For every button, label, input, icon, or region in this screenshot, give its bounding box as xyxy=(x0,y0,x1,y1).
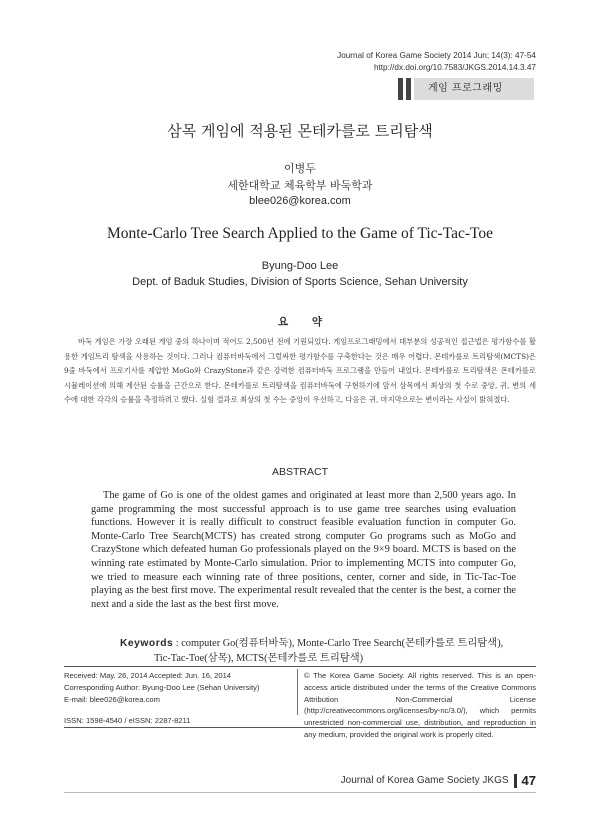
corresponding-author: Corresponding Author: Byung-Doo Lee (Sehan University) xyxy=(64,682,260,692)
column-divider xyxy=(297,669,298,715)
abstract-korean-body: 바둑 게임은 가장 오래된 게임 중의 하나이며 적어도 2,500년 전에 기원되었다. 게임프로그래밍에서 대부분의 성공적인 접근법은 평가함수를 활용한 게임트리 탐색을 사용하는 것이다. 그러나 컴퓨터바둑에서 그럴싸한 평가함수를 구축한다는 것은 매우 어렵다. 몬테카를로 트리탐색(MCTS)은 9줄 바둑에서 프로기사를 제압한 MoGo와 CrazyStone과 같은 강력한 컴퓨터바둑 프로그램을 만들어 내었다. 몬테카를로 트리탐색은 몬테카를로 시뮬레이션에 의해 계산된 승률을 근간으로 한다. 몬테카를로 트리탐색을 컴퓨터바둑에 구현하기에 앞서 삼목에서 최상의 첫 수로 중앙, 귀, 변의 세 수에 대한 각각의 승률을 측정하려고 했다. 실험 결과로 최상의 첫 수는 중앙이 우선하고, 다음은 귀, 마지막으로는 변이라는 사실이 밝혀졌다. xyxy=(64,337,536,404)
license-notice: © The Korea Game Society. All rights reserved. This is an open-access article distributed under the terms of the Creative Commons Attribution Non-Commercial License (http://creativecommons.org/licenses/by-nc/3.0/), which permits unrestricted non-commercial use, distribution, and reproduction in any medium, provided the original work is properly cited. xyxy=(304,671,536,739)
article-info xyxy=(64,670,290,705)
keywords-line: : computer Go(컴퓨터바둑), Monte-Carlo Tree Search(몬테카를로 트리탐색), xyxy=(175,638,504,649)
keywords-line: Tic-Tac-Toe(삼목), MCTS(몬테카를로 트리탐색) xyxy=(154,652,364,664)
affiliation-english: Dept. of Baduk Studies, Division of Sports Science, Sehan University xyxy=(132,276,468,288)
footer-separator xyxy=(514,774,517,788)
abstract-english-heading: ABSTRACT xyxy=(271,466,328,478)
abstract-korean-heading: 요 약 xyxy=(278,316,332,328)
page-footer xyxy=(341,773,536,788)
divider xyxy=(64,727,536,728)
issn: ISSN: 1598-4540 / eISSN: 2287-8211 xyxy=(64,716,191,725)
journal-citation-line: Journal of Korea Game Society 2014 Jun; 14(3): 47-54 xyxy=(337,51,536,60)
title-english: Monte-Carlo Tree Search Applied to the Game of Tic-Tac-Toe xyxy=(106,225,494,242)
section-tag-bar xyxy=(406,78,411,100)
divider xyxy=(64,666,536,667)
abstract-english-body: The game of Go is one of the oldest games and originated at least more than 2,500 years ago. In game programming the most successful approach is to use game tree searches using evaluation functions. However it is really difficult to construct feasible evaluation function in computer Go. Monte-Carlo Tree Search(MCTS) has created strong computer Go programs such as MoGo and CrazyStone which defeated human Go professionals played on the 9×9 board. MCTS is based on the winning rate estimated by Monte-Carlo simulation. Prior to implementing MCTS into computer Go, we tried to measure each winning rate of three positions, center, corner and side, in Tic-Tac-Toe playing as the best first move. The experimental result revealed that the center is the best, a corner the next and a side the last as the best first move. xyxy=(91,490,516,610)
received-dates: Received: May. 26, 2014 Accepted: Jun. 16, 2014 xyxy=(64,671,232,680)
author-korean: 이병두 xyxy=(284,162,316,175)
journal-citation xyxy=(337,50,536,74)
section-tag-bar xyxy=(398,78,403,100)
section-tag xyxy=(398,78,534,100)
page-number: 47 xyxy=(521,773,536,788)
author-email[interactable]: blee026@korea.com xyxy=(249,195,351,207)
keywords xyxy=(120,637,540,666)
doi-link[interactable]: http://dx.doi.org/10.7583/JKGS.2014.14.3.47 xyxy=(373,63,536,72)
section-tag-label: 게임 프로그래밍 xyxy=(414,78,534,100)
footer-journal-name: Journal of Korea Game Society JKGS xyxy=(340,775,509,786)
corresponding-email[interactable]: E-mail: blee026@korea.com xyxy=(64,694,160,704)
author-english: Byung-Doo Lee xyxy=(261,260,339,272)
keywords-label: Keywords xyxy=(120,638,174,649)
footer-rule xyxy=(64,792,536,793)
title-korean: 삼목 게임에 적용된 몬테카를로 트리탐색 xyxy=(167,122,433,140)
affiliation-korean: 세한대학교 체육학부 바둑학과 xyxy=(227,179,373,192)
